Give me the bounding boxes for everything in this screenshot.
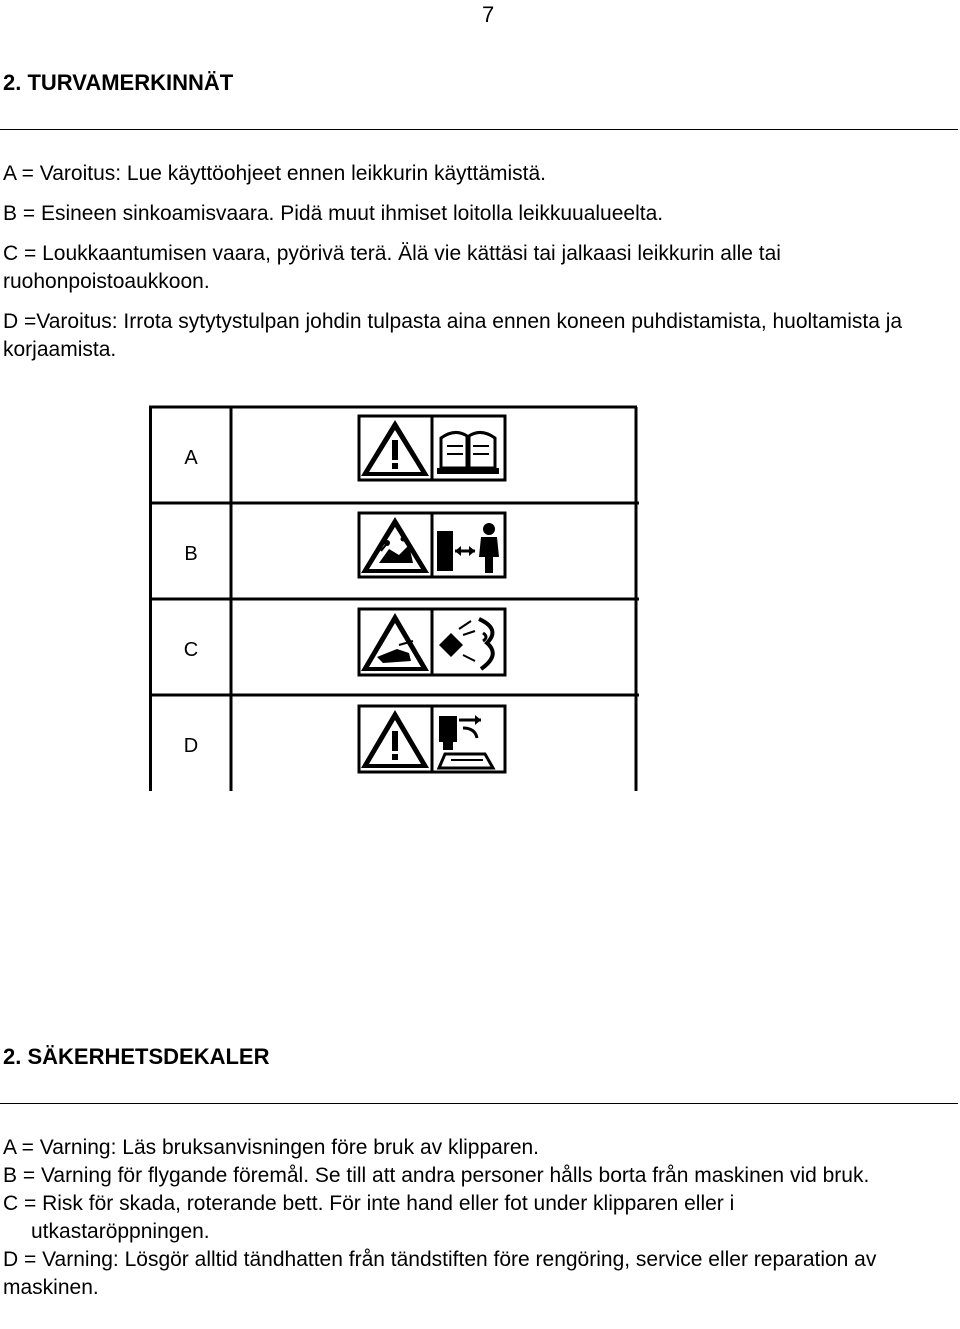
swedish-title-rule bbox=[0, 1103, 958, 1104]
decal-c bbox=[359, 609, 505, 675]
finnish-item-a: A = Varoitus: Lue käyttöohjeet ennen leikkurin käyttämistä. bbox=[3, 162, 547, 185]
decal-label-d: D bbox=[183, 735, 199, 757]
decal-b bbox=[359, 513, 505, 577]
finnish-item-b: B = Esineen sinkoamisvaara. Pidä muut ihmiset loitolla leikkuualueelta. bbox=[3, 202, 664, 225]
finnish-item-list bbox=[3, 160, 933, 364]
safety-decal-chart bbox=[149, 405, 641, 793]
finnish-item-c: C = Loukkaantumisen vaara, pyörivä terä. Älä vie kättäsi tai jalkaasi leikkurin alle tai ruohonpoistoaukkoon. bbox=[3, 242, 781, 293]
decal-label-b: B bbox=[184, 543, 198, 565]
finnish-title-rule bbox=[0, 129, 958, 130]
decal-label-c: C bbox=[183, 639, 199, 661]
finnish-item-d: D =Varoitus: Irrota sytytystulpan johdin tulpasta aina ennen koneen puhdistamista, huoltamista ja korjaamista. bbox=[3, 310, 903, 361]
manual-book-icon bbox=[437, 432, 499, 474]
page-number: 7 bbox=[482, 2, 495, 27]
swedish-item-d: D = Varning: Lösgör alltid tändhatten från tändstiften före rengöring, service eller reparation av maskinen. bbox=[3, 1248, 877, 1299]
swedish-section-title: 2. SÄKERHETSDEKALER bbox=[3, 1044, 270, 1069]
decal-d bbox=[359, 706, 505, 772]
swedish-item-a: A = Varning: Läs bruksanvisningen före bruk av klipparen. bbox=[3, 1136, 540, 1159]
finnish-section-title: 2. TURVAMERKINNÄT bbox=[3, 70, 234, 95]
swedish-item-list bbox=[3, 1134, 955, 1302]
decal-label-a: A bbox=[184, 447, 198, 469]
swedish-item-b: B = Varning för flygande föremål. Se till att andra personer hålls borta från maskinen vid bruk. bbox=[3, 1164, 870, 1187]
swedish-item-c: C = Risk för skada, roterande bett. För inte hand eller fot under klipparen eller i utkastaröppningen. bbox=[3, 1192, 735, 1243]
decal-a bbox=[359, 416, 505, 480]
